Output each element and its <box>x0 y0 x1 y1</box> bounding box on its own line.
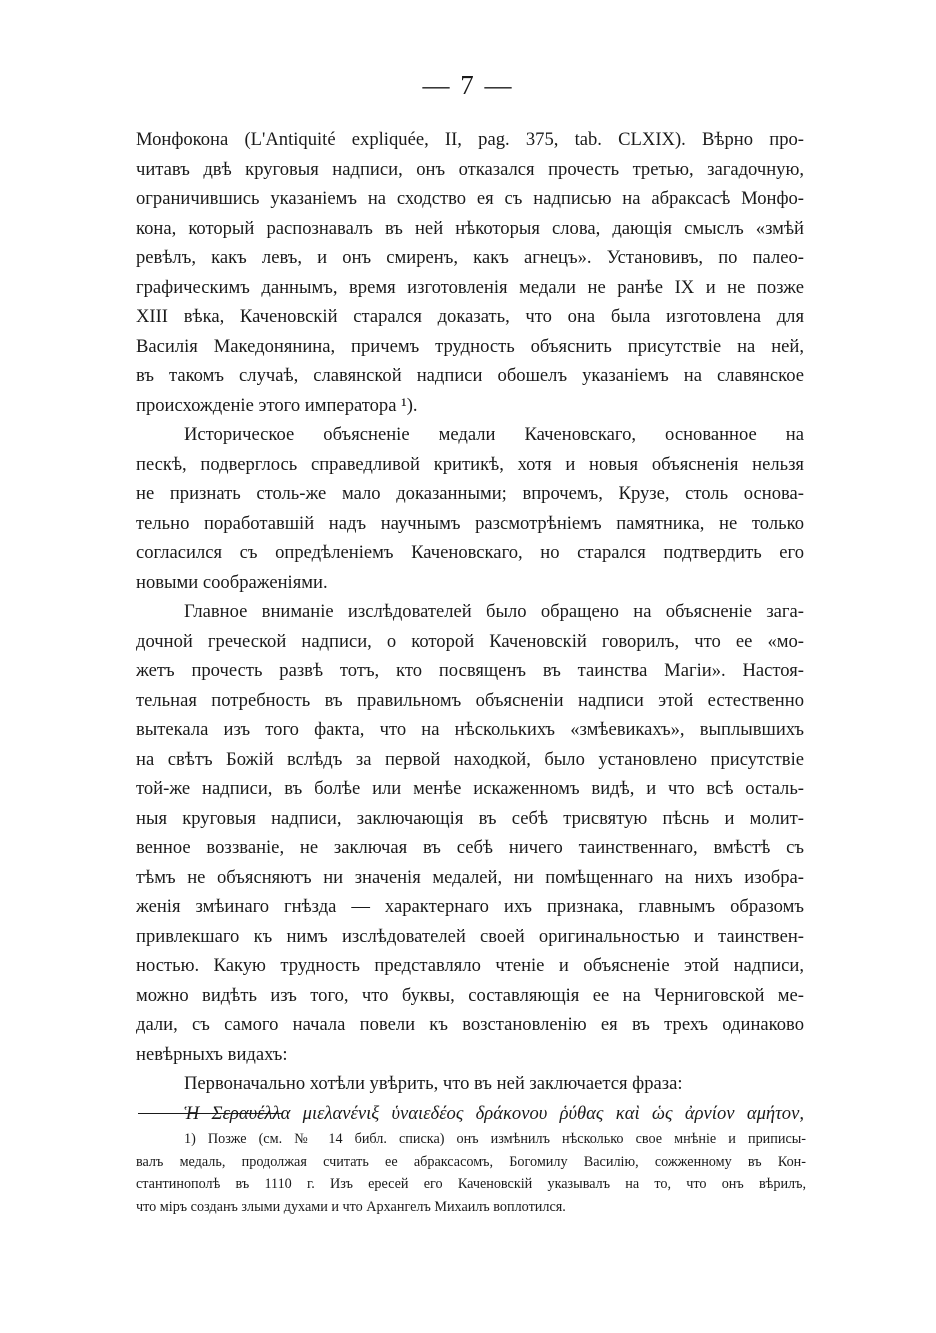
footnote-line: валъ медаль, продолжая считать ее абраксасомъ, Богомилу Василію, сожженному въ Кон- <box>136 1153 806 1170</box>
text-line: ностью. Какую трудность представляло чтеніе и объясненіе этой надписи, <box>136 955 804 976</box>
paragraph-1 <box>136 125 804 420</box>
text-line: Главное вниманіе изслѣдователей было обращено на объясненіе зага- <box>184 601 804 622</box>
text-line: венное воззваніе, не заключая въ себѣ ничего таинственнаго, вмѣстѣ съ <box>136 837 804 858</box>
text-line: происхожденіе этого императора ¹). <box>136 394 418 416</box>
text-line: тѣмъ не объясняютъ ни значенія медалей, ни помѣщеннаго на нихъ изобра- <box>136 866 804 888</box>
footnote-line: 1) Позже (см. № 14 библ. списка) онъ измѣнилъ нѣсколько свое мнѣніе и приписы- <box>184 1131 806 1147</box>
footnote <box>136 1128 806 1218</box>
text-line: читавъ двѣ круговыя надписи, онъ отказался прочесть третью, загадочную, <box>136 158 804 180</box>
text-line: привлекшаго къ нимъ изслѣдователей своей оригинальностью и таинствен- <box>136 925 804 947</box>
text-line: на свѣтъ Божій вслѣдъ за первой находкой, было установлено присутствіе <box>136 748 804 770</box>
text-line: XIII вѣка, Каченовскій старался доказать, что она была изготовлена для <box>136 306 804 327</box>
text-line: согласился съ опредѣленіемъ Каченовскаго, но старался подтвердить его <box>136 542 804 563</box>
greek-inscription-line: Ἡ Σεραυέλλα μιελανένιξ ὑναιεδέος δράκονου ῥύθας καὶ ὡς ἀρνίον αμήτον, <box>184 1102 804 1124</box>
text-line: Историческое объясненіе медали Каченовскаго, основанное на <box>184 424 804 445</box>
paragraph-2 <box>136 420 804 597</box>
text-line: не признать столь-же мало доказанными; впрочемъ, Крузе, столь основа- <box>136 483 804 504</box>
text-line: дали, съ самого начала повели къ возстановленію ея въ трехъ одинаково <box>136 1014 804 1035</box>
text-line: въ такомъ случаѣ, славянской надписи обошелъ указаніемъ на славянское <box>136 365 804 386</box>
paragraph-3 <box>136 597 804 1069</box>
text-line: ныя круговыя надписи, заключающія въ себѣ трисвятую пѣснь и молит- <box>136 807 804 829</box>
text-line: Василія Македонянина, причемъ трудность объяснить присутствіе на ней, <box>136 335 804 357</box>
footnote-line: стантинополѣ въ 1110 г. Изъ ересей его Каченовскій указывалъ на то, что онъ вѣрилъ, <box>136 1176 806 1192</box>
page-number: — 7 — <box>422 70 514 100</box>
text-line: вытекала изъ того факта, что на нѣсколькихъ «змѣевикахъ», выплывшихъ <box>136 719 804 740</box>
text-line: женія змѣинаго гнѣзда — характернаго ихъ признака, главнымъ образомъ <box>136 896 804 917</box>
footnote-line: что міръ созданъ злыми духами и что Архангелъ Михаилъ воплотился. <box>136 1198 566 1215</box>
footnote-divider <box>138 1113 282 1114</box>
text-line: новыми соображеніями. <box>136 571 328 593</box>
text-line: пескѣ, подверглось справедливой критикѣ, хотя и новыя объясненія нельзя <box>136 453 804 475</box>
text-line: ограничившись указаніемъ на сходство ея съ надписью на абраксасѣ Монфо- <box>136 188 804 209</box>
text-line: тельно поработавшій надъ научнымъ разсмотрѣніемъ памятника, не только <box>136 512 804 534</box>
text-line: дочной греческой надписи, о которой Каченовскій говорилъ, что ее «мо- <box>136 630 804 652</box>
text-line: ревѣлъ, какъ левъ, и онъ смиренъ, какъ агнецъ». Установивъ, по палео- <box>136 247 804 268</box>
text-line: Монфокона (L'Antiquité expliquée, II, pag. 375, tab. CLXIX). Вѣрно про- <box>136 129 804 150</box>
paragraph-4 <box>136 1069 804 1099</box>
text-line: Первоначально хотѣли увѣрить, что въ ней заключается фраза: <box>184 1073 683 1094</box>
text-line: можно видѣть изъ того, что буквы, составляющія ее на Черниговской ме- <box>136 984 804 1006</box>
text-line: той-же надписи, въ болѣе или менѣе искаженномъ видѣ, и что всѣ осталь- <box>136 778 804 799</box>
text-line: невѣрныхъ видахъ: <box>136 1043 288 1065</box>
text-line: кона, который распознавалъ въ ней нѣкоторыя слова, дающія смыслъ «змѣй <box>136 217 804 239</box>
main-text <box>136 125 804 1128</box>
text-line: жетъ прочесть развѣ тотъ, кто посвященъ въ таинства Магіи». Настоя- <box>136 660 804 681</box>
text-line: графическимъ даннымъ, время изготовленія медали не ранѣе IX и не позже <box>136 276 804 298</box>
text-line: тельная потребность въ правильномъ объясненіи надписи этой естественно <box>136 689 804 711</box>
